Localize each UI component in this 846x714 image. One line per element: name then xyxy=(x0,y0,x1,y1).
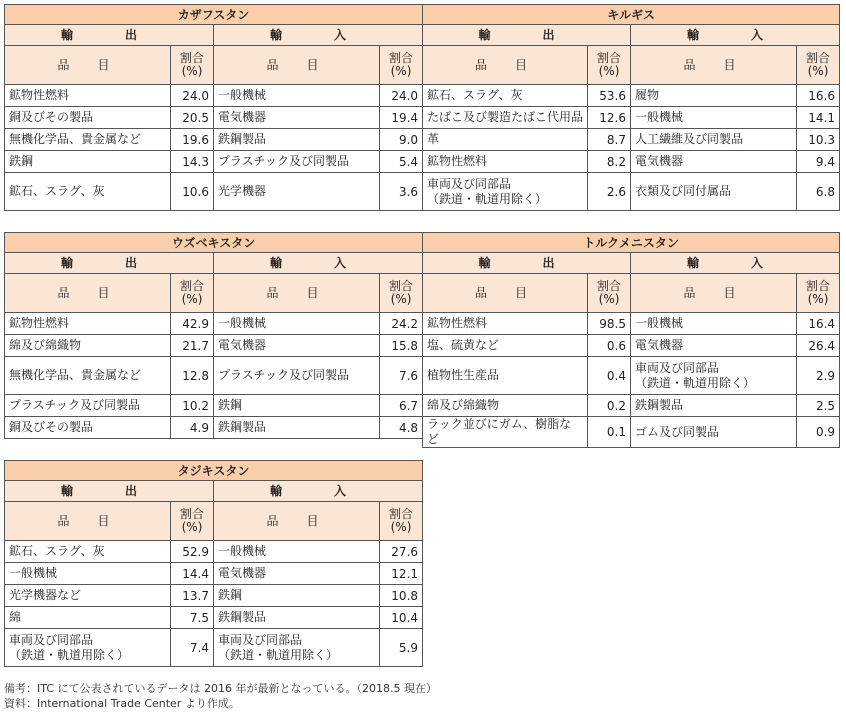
import-share-value: 3.6 xyxy=(380,173,423,211)
import-item-name: 電気機器 xyxy=(631,335,797,357)
import-share-value: 10.8 xyxy=(380,585,423,607)
country-name: ウズベキスタン xyxy=(5,233,423,253)
export-share-value: 7.5 xyxy=(171,607,214,629)
column-header-row xyxy=(423,46,840,85)
export-item-name: 車両及び同部品 （鉄道・軌道用除く） xyxy=(423,173,588,211)
import-share-value: 4.8 xyxy=(380,417,423,439)
import-item-name: 一般機械 xyxy=(214,313,380,335)
share-column-header: 割合 (%) xyxy=(171,46,214,85)
country-row xyxy=(423,233,840,253)
export-share-value: 14.3 xyxy=(171,151,214,173)
import-item-name: 鉄鋼 xyxy=(214,585,380,607)
item-column-header: 品 目 xyxy=(5,46,171,85)
import-item-name: 車両及び同部品 （鉄道・軌道用除く） xyxy=(214,629,380,667)
export-item-name: 無機化学品、貴金属など xyxy=(5,129,171,151)
import-header: 輸 入 xyxy=(214,253,423,274)
column-header-row xyxy=(5,46,423,85)
import-item-name: 鉄鋼 xyxy=(214,395,380,417)
share-column-header: 割合 (%) xyxy=(797,46,840,85)
import-item-name: 一般機械 xyxy=(214,541,380,563)
import-item-name: 電気機器 xyxy=(214,335,380,357)
remark-note: 備考：ITC にて公表されているデータは 2016 年が最新となっている。（2018.5 現在） xyxy=(4,682,437,695)
table-row xyxy=(5,395,423,417)
export-share-value: 10.2 xyxy=(171,395,214,417)
export-item-name: 綿及び綿織物 xyxy=(5,335,171,357)
share-column-header: 割合 (%) xyxy=(797,274,840,313)
export-share-value: 98.5 xyxy=(588,313,631,335)
import-share-value: 2.9 xyxy=(797,357,840,395)
table-row xyxy=(5,85,423,107)
item-column-header: 品 目 xyxy=(423,46,588,85)
direction-row xyxy=(5,253,423,274)
import-item-name: プラスチック及び同製品 xyxy=(214,151,380,173)
item-column-header: 品 目 xyxy=(631,274,797,313)
import-item-name: 鉄鋼製品 xyxy=(631,395,797,417)
export-share-value: 20.5 xyxy=(171,107,214,129)
export-item-name: 無機化学品、貴金属など xyxy=(5,357,171,395)
table-row xyxy=(423,395,840,417)
import-share-value: 27.6 xyxy=(380,541,423,563)
export-share-value: 0.4 xyxy=(588,357,631,395)
export-share-value: 53.6 xyxy=(588,85,631,107)
export-item-name: プラスチック及び同製品 xyxy=(5,395,171,417)
export-share-value: 7.4 xyxy=(171,629,214,667)
import-header: 輸 入 xyxy=(214,481,423,502)
table-row xyxy=(5,607,423,629)
import-item-name: 電気機器 xyxy=(631,151,797,173)
import-share-value: 7.6 xyxy=(380,357,423,395)
item-column-header: 品 目 xyxy=(5,274,171,313)
import-header: 輸 入 xyxy=(631,25,840,46)
import-share-value: 6.7 xyxy=(380,395,423,417)
table-row xyxy=(5,417,423,439)
table-row xyxy=(5,541,423,563)
import-item-name: 衣類及び同付属品 xyxy=(631,173,797,211)
export-item-name: ラック並びにガム、樹脂など xyxy=(423,417,588,448)
export-share-value: 14.4 xyxy=(171,563,214,585)
country-row xyxy=(5,233,423,253)
column-header-row xyxy=(423,274,840,313)
export-item-name: 鉱石、スラグ、灰 xyxy=(5,173,171,211)
table-row xyxy=(5,173,423,211)
export-item-name: 鉄鋼 xyxy=(5,151,171,173)
item-column-header: 品 目 xyxy=(214,502,380,541)
import-item-name: 電気機器 xyxy=(214,563,380,585)
import-item-name: 鉄鋼製品 xyxy=(214,417,380,439)
direction-row xyxy=(423,25,840,46)
import-item-name: 一般機械 xyxy=(631,107,797,129)
direction-row xyxy=(5,481,423,502)
share-column-header: 割合 (%) xyxy=(380,502,423,541)
table-row xyxy=(5,313,423,335)
share-column-header: 割合 (%) xyxy=(588,274,631,313)
export-item-name: 光学機器など xyxy=(5,585,171,607)
export-item-name: 綿及び綿織物 xyxy=(423,395,588,417)
export-share-value: 42.9 xyxy=(171,313,214,335)
export-item-name: 鉱物性燃料 xyxy=(5,313,171,335)
export-share-value: 8.2 xyxy=(588,151,631,173)
table-row xyxy=(423,107,840,129)
import-item-name: 鉄鋼製品 xyxy=(214,129,380,151)
export-share-value: 2.6 xyxy=(588,173,631,211)
import-share-value: 26.4 xyxy=(797,335,840,357)
export-header: 輸 出 xyxy=(5,481,214,502)
export-item-name: 綿 xyxy=(5,607,171,629)
export-share-value: 0.2 xyxy=(588,395,631,417)
country-table xyxy=(4,232,423,439)
import-share-value: 10.3 xyxy=(797,129,840,151)
source-note: 資料：International Trade Center より作成。 xyxy=(4,697,240,710)
import-item-name: ゴム及び同製品 xyxy=(631,417,797,448)
country-name: トルクメニスタン xyxy=(423,233,840,253)
share-column-header: 割合 (%) xyxy=(171,274,214,313)
export-header: 輸 出 xyxy=(5,253,214,274)
table-row xyxy=(5,151,423,173)
import-share-value: 15.8 xyxy=(380,335,423,357)
export-item-name: 一般機械 xyxy=(5,563,171,585)
export-item-name: 銅及びその製品 xyxy=(5,107,171,129)
country-name: キルギス xyxy=(423,5,840,25)
import-share-value: 5.4 xyxy=(380,151,423,173)
export-item-name: 鉱物性燃料 xyxy=(423,313,588,335)
import-share-value: 10.4 xyxy=(380,607,423,629)
export-share-value: 13.7 xyxy=(171,585,214,607)
export-share-value: 24.0 xyxy=(171,85,214,107)
import-share-value: 24.2 xyxy=(380,313,423,335)
import-share-value: 5.9 xyxy=(380,629,423,667)
export-item-name: 鉱物性燃料 xyxy=(5,85,171,107)
item-column-header: 品 目 xyxy=(631,46,797,85)
import-share-value: 16.4 xyxy=(797,313,840,335)
table-row xyxy=(423,173,840,211)
country-name: タジキスタン xyxy=(5,461,423,481)
export-share-value: 12.6 xyxy=(588,107,631,129)
table-row xyxy=(423,85,840,107)
import-share-value: 2.5 xyxy=(797,395,840,417)
export-header: 輸 出 xyxy=(423,253,631,274)
table-row xyxy=(423,357,840,395)
import-header: 輸 入 xyxy=(631,253,840,274)
import-item-name: 人工繊維及び同製品 xyxy=(631,129,797,151)
import-share-value: 16.6 xyxy=(797,85,840,107)
table-row xyxy=(5,335,423,357)
table-row xyxy=(5,129,423,151)
export-share-value: 21.7 xyxy=(171,335,214,357)
country-table xyxy=(422,4,840,211)
column-header-row xyxy=(5,502,423,541)
table-row xyxy=(5,585,423,607)
country-row xyxy=(423,5,840,25)
export-share-value: 10.6 xyxy=(171,173,214,211)
footnotes xyxy=(4,681,437,711)
export-item-name: 銅及びその製品 xyxy=(5,417,171,439)
table-row xyxy=(423,313,840,335)
import-share-value: 9.4 xyxy=(797,151,840,173)
direction-row xyxy=(423,253,840,274)
import-share-value: 9.0 xyxy=(380,129,423,151)
export-item-name: 車両及び同部品 （鉄道・軌道用除く） xyxy=(5,629,171,667)
table-row xyxy=(5,563,423,585)
country-name: カザフスタン xyxy=(5,5,423,25)
table-row xyxy=(423,417,840,448)
share-column-header: 割合 (%) xyxy=(380,46,423,85)
export-item-name: 鉱石、スラグ、灰 xyxy=(423,85,588,107)
export-share-value: 4.9 xyxy=(171,417,214,439)
table-row xyxy=(5,629,423,667)
import-item-name: 光学機器 xyxy=(214,173,380,211)
item-column-header: 品 目 xyxy=(214,274,380,313)
country-row xyxy=(5,461,423,481)
import-share-value: 19.4 xyxy=(380,107,423,129)
country-row xyxy=(5,5,423,25)
country-table xyxy=(4,460,423,667)
export-item-name: 塩、硫黄など xyxy=(423,335,588,357)
share-column-header: 割合 (%) xyxy=(171,502,214,541)
import-share-value: 12.1 xyxy=(380,563,423,585)
export-share-value: 52.9 xyxy=(171,541,214,563)
import-share-value: 24.0 xyxy=(380,85,423,107)
country-table xyxy=(4,4,423,211)
export-item-name: 植物性生産品 xyxy=(423,357,588,395)
export-item-name: 鉱物性燃料 xyxy=(423,151,588,173)
table-row xyxy=(5,357,423,395)
import-item-name: 履物 xyxy=(631,85,797,107)
import-share-value: 6.8 xyxy=(797,173,840,211)
share-column-header: 割合 (%) xyxy=(588,46,631,85)
import-item-name: 車両及び同部品 （鉄道・軌道用除く） xyxy=(631,357,797,395)
import-item-name: プラスチック及び同製品 xyxy=(214,357,380,395)
export-header: 輸 出 xyxy=(5,25,214,46)
import-item-name: 一般機械 xyxy=(631,313,797,335)
table-row xyxy=(423,335,840,357)
table-row xyxy=(5,107,423,129)
export-item-name: たばこ及び製造たばこ代用品 xyxy=(423,107,588,129)
import-share-value: 0.9 xyxy=(797,417,840,448)
export-item-name: 鉱石、スラグ、灰 xyxy=(5,541,171,563)
table-row xyxy=(423,129,840,151)
import-share-value: 14.1 xyxy=(797,107,840,129)
item-column-header: 品 目 xyxy=(5,502,171,541)
item-column-header: 品 目 xyxy=(423,274,588,313)
export-share-value: 12.8 xyxy=(171,357,214,395)
export-share-value: 0.6 xyxy=(588,335,631,357)
import-header: 輸 入 xyxy=(214,25,423,46)
table-row xyxy=(423,151,840,173)
country-table xyxy=(422,232,840,448)
import-item-name: 電気機器 xyxy=(214,107,380,129)
export-item-name: 革 xyxy=(423,129,588,151)
export-share-value: 19.6 xyxy=(171,129,214,151)
export-header: 輸 出 xyxy=(423,25,631,46)
export-share-value: 8.7 xyxy=(588,129,631,151)
direction-row xyxy=(5,25,423,46)
item-column-header: 品 目 xyxy=(214,46,380,85)
export-share-value: 0.1 xyxy=(588,417,631,448)
import-item-name: 一般機械 xyxy=(214,85,380,107)
share-column-header: 割合 (%) xyxy=(380,274,423,313)
column-header-row xyxy=(5,274,423,313)
import-item-name: 鉄鋼製品 xyxy=(214,607,380,629)
